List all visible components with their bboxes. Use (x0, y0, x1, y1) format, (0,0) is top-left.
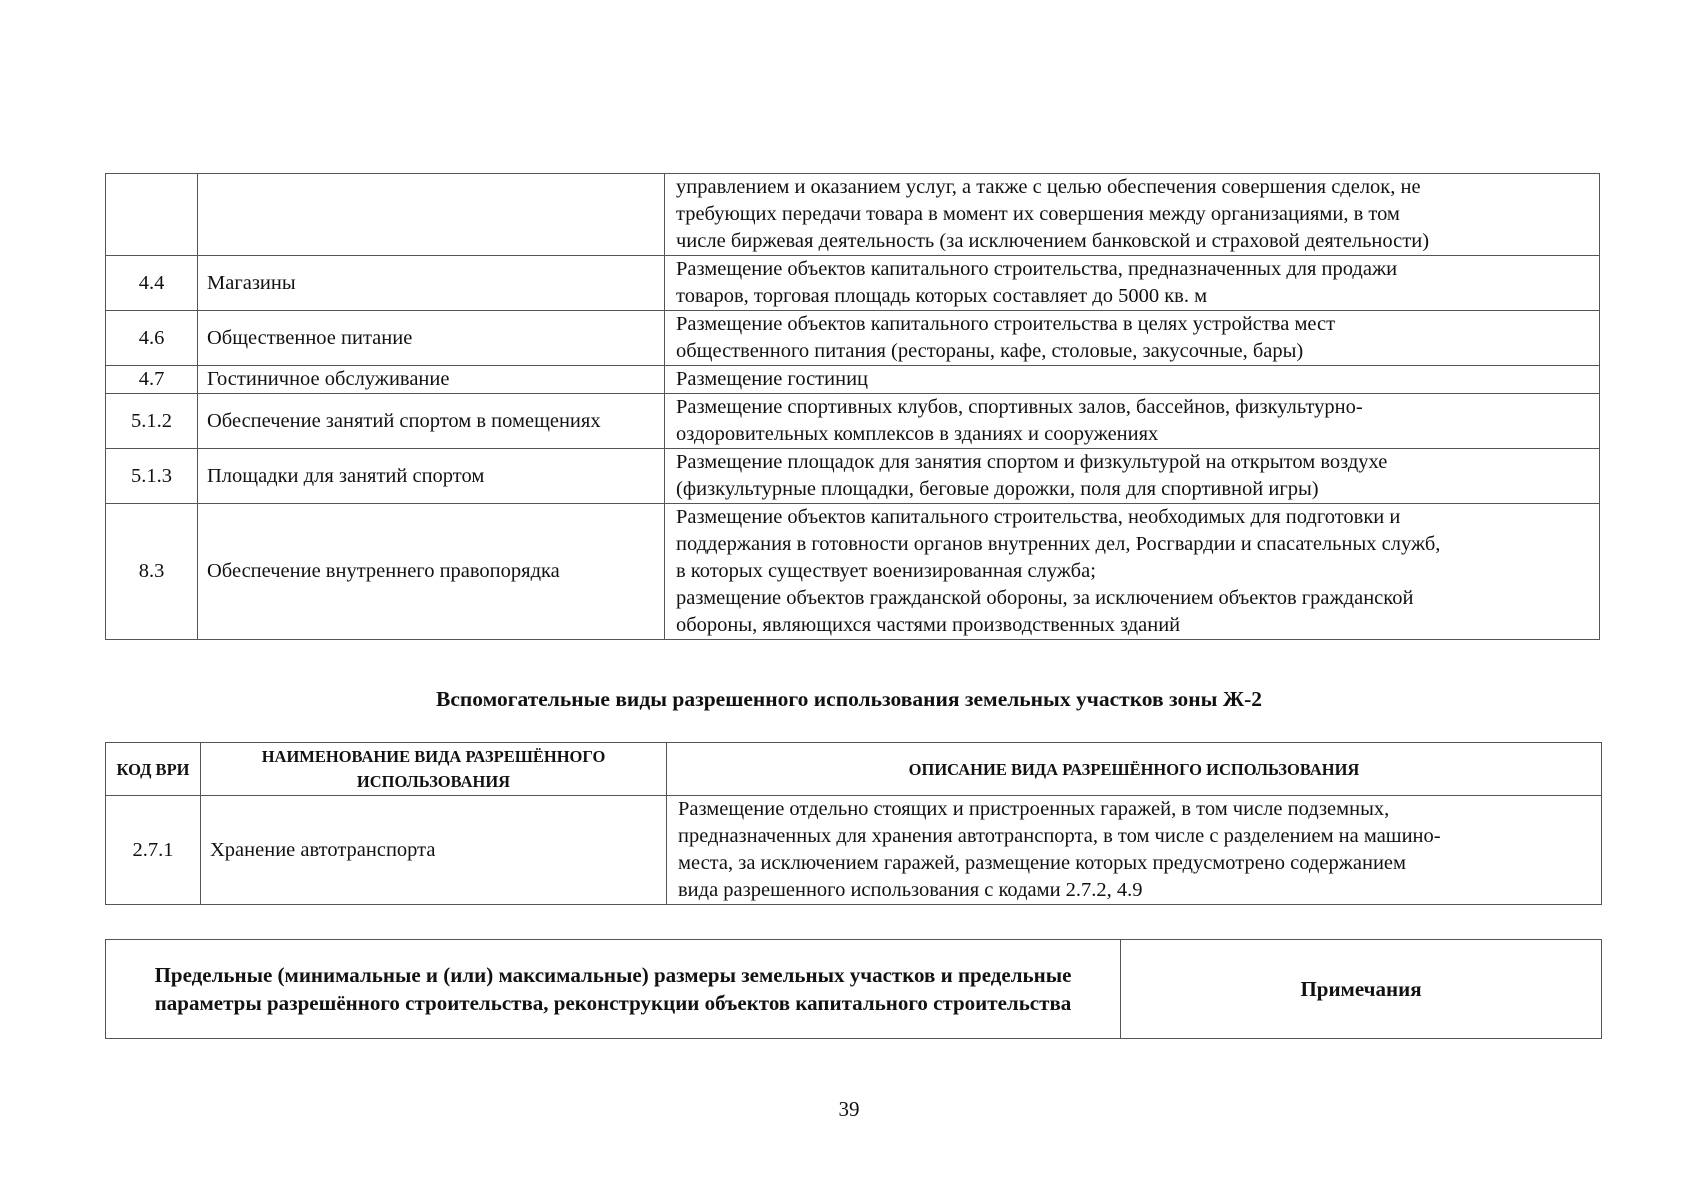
description-line: Размещение объектов капитального строительства в целях устройства мест (676, 313, 1336, 335)
table-header-row (106, 940, 1602, 1039)
notes-header: Примечания (1121, 940, 1602, 1039)
column-header-name: НАИМЕНОВАНИЕ ВИДА РАЗРЕШЁННОГО ИСПОЛЬЗОВАНИЯ (201, 743, 667, 796)
description-line: предназначенных для хранения автотранспорта, в том числе с разделением на машино- (678, 825, 1441, 847)
description-line: Размещение спортивных клубов, спортивных залов, бассейнов, физкультурно- (676, 396, 1363, 418)
use-code-cell (106, 174, 198, 256)
use-name-cell: Обеспечение внутреннего правопорядка (198, 504, 665, 640)
use-code-cell: 4.6 (106, 311, 198, 366)
table-row (106, 449, 1600, 504)
use-code-cell: 5.1.3 (106, 449, 198, 504)
page-number: 39 (838, 1097, 860, 1121)
column-header-description: ОПИСАНИЕ ВИДА РАЗРЕШЁННОГО ИСПОЛЬЗОВАНИЯ (667, 743, 1602, 796)
use-code-cell: 5.1.2 (106, 394, 198, 449)
use-name-cell: Площадки для занятий спортом (198, 449, 665, 504)
use-name-cell: Гостиничное обслуживание (198, 366, 665, 394)
use-description-cell (667, 796, 1602, 905)
description-line: поддержания в готовности органов внутренних дел, Росгвардии и спасательных служб, (676, 533, 1441, 555)
table-row (106, 504, 1600, 640)
description-line: Размещение объектов капитального строительства, предназначенных для продажи (676, 258, 1398, 280)
use-name-cell (198, 174, 665, 256)
description-line: Размещение площадок для занятия спортом и физкультурой на открытом воздухе (676, 451, 1388, 473)
table-row (106, 174, 1600, 256)
description-line: в которых существует военизированная служба; (676, 560, 1096, 582)
description-line: вида разрешенного использования с кодами 2.7.2, 4.9 (678, 879, 1143, 901)
use-name-cell: Обеспечение занятий спортом в помещениях (198, 394, 665, 449)
use-name-cell: Хранение автотранспорта (201, 796, 667, 905)
description-line: числе биржевая деятельность (за исключением банковской и страховой деятельности) (676, 230, 1430, 252)
description-line: места, за исключением гаражей, размещение которых предусмотрено содержанием (678, 852, 1406, 874)
limits-header-table (105, 939, 1602, 1039)
use-description-cell (665, 394, 1600, 449)
auxiliary-uses-table (105, 742, 1602, 905)
table-row (106, 366, 1600, 394)
table-row (106, 256, 1600, 311)
description-line: размещение объектов гражданской обороны, за исключением объектов гражданской (676, 587, 1414, 609)
description-line: общественного питания (рестораны, кафе, столовые, закусочные, бары) (676, 340, 1304, 362)
description-line: (физкультурные площадки, беговые дорожки, поля для спортивной игры) (676, 478, 1319, 500)
use-code-cell: 8.3 (106, 504, 198, 640)
description-line: требующих передачи товара в момент их совершения между организациями, в том (676, 203, 1400, 225)
limits-parameters-header: Предельные (минимальные и (или) максимальные) размеры земельных участков и предельные параметры разрешённого строительства, реконструкции объектов капитального строительства (106, 940, 1121, 1039)
description-line: Размещение объектов капитального строительства, необходимых для подготовки и (676, 506, 1401, 528)
use-description-cell (665, 449, 1600, 504)
table-header-row (106, 743, 1602, 796)
use-name-cell: Общественное питание (198, 311, 665, 366)
use-description-cell (665, 256, 1600, 311)
description-line: Размещение гостиниц (676, 368, 869, 390)
use-description-cell (665, 311, 1600, 366)
use-description-cell (665, 366, 1600, 394)
use-name-cell: Магазины (198, 256, 665, 311)
description-line: оздоровительных комплексов в зданиях и сооружениях (676, 423, 1159, 445)
permitted-uses-table (105, 173, 1600, 640)
use-description-cell (665, 504, 1600, 640)
description-line: товаров, торговая площадь которых составляет до 5000 кв. м (676, 285, 1208, 307)
column-header-code: КОД ВРИ (106, 743, 201, 796)
description-line: обороны, являющихся частями производственных зданий (676, 614, 1181, 636)
table-row (106, 394, 1600, 449)
use-description-cell (665, 174, 1600, 256)
description-line: управлением и оказанием услуг, а также с целью обеспечения совершения сделок, не (676, 176, 1421, 198)
use-code-cell: 4.4 (106, 256, 198, 311)
use-code-cell: 4.7 (106, 366, 198, 394)
description-line: Размещение отдельно стоящих и пристроенных гаражей, в том числе подземных, (678, 798, 1390, 820)
table-row (106, 796, 1602, 905)
section-heading: Вспомогательные виды разрешенного использования земельных участков зоны Ж-2 (436, 687, 1262, 711)
table-row (106, 311, 1600, 366)
use-code-cell: 2.7.1 (106, 796, 201, 905)
